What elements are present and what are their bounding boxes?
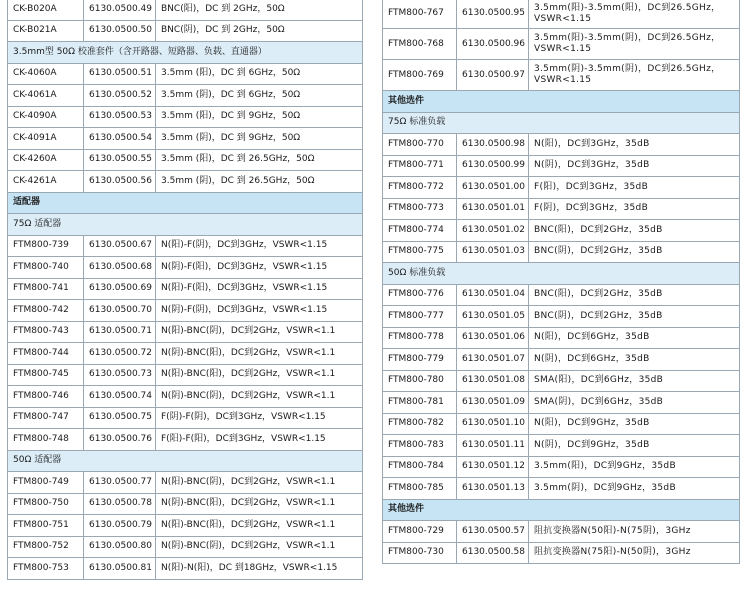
table-row	[382, 349, 740, 371]
part-number-cell: 6130.0500.67	[84, 236, 156, 257]
description-cell: N(阳)，DC到3GHz，35dB	[534, 138, 650, 149]
part-number-cell: 6130.0501.07	[457, 349, 529, 370]
table-row	[7, 300, 363, 322]
table-row	[7, 365, 363, 387]
table-row	[7, 0, 363, 21]
table-row	[382, 177, 740, 199]
table-row	[382, 60, 740, 91]
part-number-cell: 6130.0500.52	[84, 85, 156, 106]
description-cell: 阻抗变换器N(75阳)-N(50阴)，3GHz	[534, 547, 691, 558]
part-number-cell: 6130.0501.10	[457, 414, 529, 435]
part-number-cell: 6130.0500.73	[84, 365, 156, 386]
description-cell: BNC(阳)，DC到2GHz，35dB	[534, 224, 663, 235]
model-cell: FTM800-739	[8, 236, 84, 257]
subcategory-label: 50Ω 适配器	[13, 455, 62, 466]
category-header	[382, 500, 740, 522]
part-number-cell: 6130.0501.09	[457, 392, 529, 413]
model-cell: FTM800-778	[383, 328, 457, 349]
table-row	[7, 537, 363, 559]
model-cell: FTM800-768	[383, 29, 457, 59]
model-cell: FTM800-782	[383, 414, 457, 435]
model-cell: FTM800-753	[8, 558, 84, 579]
table-row	[382, 371, 740, 393]
table-row	[382, 285, 740, 307]
right-table	[382, 0, 740, 564]
model-cell: FTM800-744	[8, 343, 84, 364]
subcategory-label: 75Ω 适配器	[13, 218, 62, 229]
table-row	[7, 494, 363, 516]
table-row	[382, 521, 740, 543]
description-cell: N(阳)-BNC(阴)，DC到2GHz，VSWR<1.1	[161, 476, 336, 487]
part-number-cell: 6130.0500.78	[84, 494, 156, 515]
table-row	[7, 128, 363, 150]
description-cell: SMA(阴)，DC到6GHz，35dB	[534, 396, 664, 407]
description-cell: 3.5mm(阴)-3.5mm(阴)，DC到26.5GHz， VSWR<1.15	[534, 64, 721, 85]
part-number-cell: 6130.0501.05	[457, 306, 529, 327]
description-cell: 3.5mm (阴)，DC 到 26.5GHz，50Ω	[161, 175, 315, 186]
description-cell: 3.5mm (阳)，DC 到 6GHz，50Ω	[161, 68, 301, 79]
table-row	[382, 0, 740, 29]
part-number-cell: 6130.0500.99	[457, 156, 529, 177]
table-row	[382, 29, 740, 60]
part-number-cell: 6130.0500.71	[84, 322, 156, 343]
description-cell: N(阴)-BNC(阳)，DC到2GHz，VSWR<1.1	[161, 347, 336, 358]
model-cell: FTM800-747	[8, 408, 84, 429]
table-row	[382, 134, 740, 156]
table-row	[382, 199, 740, 221]
part-number-cell: 6130.0500.95	[457, 0, 529, 28]
category-header	[382, 91, 740, 113]
model-cell: CK-4091A	[8, 128, 84, 149]
description-cell: BNC(阴)，DC到2GHz，35dB	[534, 310, 663, 321]
table-row	[382, 328, 740, 350]
description-cell: 3.5mm(阴)，DC到9GHz，35dB	[534, 482, 676, 493]
table-row	[7, 85, 363, 107]
table-row	[7, 429, 363, 451]
part-number-cell: 6130.0501.01	[457, 199, 529, 220]
part-number-cell: 6130.0500.54	[84, 128, 156, 149]
model-cell: FTM800-752	[8, 537, 84, 558]
description-cell: BNC(阳)，DC到2GHz，35dB	[534, 289, 663, 300]
description-cell: N(阴)-F(阴)，DC到3GHz，VSWR<1.15	[161, 304, 328, 315]
model-cell: CK-4260A	[8, 150, 84, 171]
description-cell: N(阳)-F(阳)，DC到3GHz，VSWR<1.15	[161, 283, 328, 294]
table-row	[382, 156, 740, 178]
description-cell: N(阴)，DC到3GHz，35dB	[534, 160, 650, 171]
table-row	[7, 236, 363, 258]
model-cell: FTM800-748	[8, 429, 84, 450]
model-cell: FTM800-770	[383, 134, 457, 155]
category-label: 其他选件	[388, 95, 425, 106]
description-cell: N(阳)，DC到9GHz，35dB	[534, 418, 650, 429]
table-row	[7, 21, 363, 43]
model-cell: FTM800-743	[8, 322, 84, 343]
model-cell: FTM800-750	[8, 494, 84, 515]
table-row	[7, 279, 363, 301]
description-cell: N(阳)-N(阳)，DC 到18GHz，VSWR<1.15	[161, 562, 338, 573]
part-number-cell: 6130.0500.96	[457, 29, 529, 59]
model-cell: FTM800-729	[383, 521, 457, 542]
table-row	[7, 386, 363, 408]
model-cell: FTM800-774	[383, 220, 457, 241]
description-cell: N(阳)-BNC(阳)，DC到2GHz，VSWR<1.1	[161, 519, 336, 530]
table-row	[382, 306, 740, 328]
model-cell: FTM800-745	[8, 365, 84, 386]
table-row	[7, 257, 363, 279]
description-cell: F(阳)，DC到3GHz，35dB	[534, 181, 649, 192]
part-number-cell: 6130.0500.74	[84, 386, 156, 407]
category-label: 适配器	[13, 197, 41, 208]
description-cell: 3.5mm(阳)-3.5mm(阳)，DC到26.5GHz， VSWR<1.15	[534, 2, 721, 24]
model-cell: FTM800-767	[383, 0, 457, 28]
description-cell: N(阳)，DC到6GHz，35dB	[534, 332, 650, 343]
part-number-cell: 6130.0500.49	[84, 0, 156, 20]
description-cell: BNC(阳)，DC 到 2GHz，50Ω	[161, 4, 285, 15]
part-number-cell: 6130.0500.77	[84, 472, 156, 493]
table-row	[382, 457, 740, 479]
part-number-cell: 6130.0500.76	[84, 429, 156, 450]
part-number-cell: 6130.0501.11	[457, 435, 529, 456]
part-number-cell: 6130.0500.56	[84, 171, 156, 192]
subcategory-label: 75Ω 标准负载	[388, 117, 446, 128]
part-number-cell: 6130.0500.70	[84, 300, 156, 321]
table-row	[7, 472, 363, 494]
part-number-cell: 6130.0501.00	[457, 177, 529, 198]
model-cell: FTM800-783	[383, 435, 457, 456]
table-row	[7, 171, 363, 193]
table-row	[382, 435, 740, 457]
description-cell: SMA(阳)，DC到6GHz，35dB	[534, 375, 664, 386]
model-cell: FTM800-740	[8, 257, 84, 278]
table-row	[7, 558, 363, 580]
description-cell: F(阴)，DC到3GHz，35dB	[534, 203, 649, 214]
part-number-cell: 6130.0500.97	[457, 60, 529, 90]
category-header	[7, 193, 363, 215]
part-number-cell: 6130.0500.98	[457, 134, 529, 155]
model-cell: CK-4061A	[8, 85, 84, 106]
table-row	[382, 220, 740, 242]
model-cell: FTM800-771	[383, 156, 457, 177]
subcategory-label: 3.5mm型 50Ω 校准套件（含开路器、短路器、负载、直通器）	[13, 46, 267, 57]
description-cell: N(阳)-BNC(阴)，DC到2GHz，VSWR<1.1	[161, 326, 336, 337]
model-cell: FTM800-784	[383, 457, 457, 478]
description-cell: N(阴)，DC到6GHz，35dB	[534, 353, 650, 364]
left-table	[7, 0, 363, 580]
model-cell: CK-4261A	[8, 171, 84, 192]
part-number-cell: 6130.0501.13	[457, 478, 529, 499]
table-row	[7, 64, 363, 86]
table-row	[382, 414, 740, 436]
part-number-cell: 6130.0500.72	[84, 343, 156, 364]
model-cell: FTM800-773	[383, 199, 457, 220]
part-number-cell: 6130.0501.04	[457, 285, 529, 306]
description-cell: 3.5mm (阴)，DC 到 9GHz，50Ω	[161, 132, 301, 143]
description-cell: BNC(阴)，DC到2GHz，35dB	[534, 246, 663, 257]
part-number-cell: 6130.0500.57	[457, 521, 529, 542]
part-number-cell: 6130.0500.53	[84, 107, 156, 128]
description-cell: F(阴)-F(阴)，DC到3GHz，VSWR<1.15	[161, 412, 326, 423]
model-cell: FTM800-780	[383, 371, 457, 392]
subcategory-header	[382, 113, 740, 135]
description-cell: N(阴)，DC到9GHz，35dB	[534, 439, 650, 450]
description-cell: 3.5mm (阴)，DC 到 6GHz，50Ω	[161, 89, 301, 100]
table-row	[7, 343, 363, 365]
part-number-cell: 6130.0501.03	[457, 242, 529, 263]
table-row	[7, 107, 363, 129]
model-cell: FTM800-730	[383, 543, 457, 564]
part-number-cell: 6130.0501.08	[457, 371, 529, 392]
table-row	[7, 322, 363, 344]
table-row	[7, 150, 363, 172]
model-cell: FTM800-775	[383, 242, 457, 263]
description-cell: 3.5mm(阳)，DC到9GHz，35dB	[534, 461, 676, 472]
description-cell: N(阴)-F(阳)，DC到3GHz，VSWR<1.15	[161, 261, 328, 272]
table-row	[382, 392, 740, 414]
table-row	[7, 515, 363, 537]
part-number-cell: 6130.0500.58	[457, 543, 529, 564]
model-cell: CK-B021A	[8, 21, 84, 42]
model-cell: FTM800-781	[383, 392, 457, 413]
subcategory-header	[382, 263, 740, 285]
description-cell: 3.5mm(阳)-3.5mm(阴)，DC到26.5GHz， VSWR<1.15	[534, 33, 721, 54]
part-number-cell: 6130.0501.12	[457, 457, 529, 478]
table-row	[382, 478, 740, 500]
model-cell: CK-4090A	[8, 107, 84, 128]
model-cell: CK-4060A	[8, 64, 84, 85]
description-cell: BNC(阴)，DC 到 2GHz，50Ω	[161, 25, 285, 36]
table-row	[7, 408, 363, 430]
part-number-cell: 6130.0500.55	[84, 150, 156, 171]
part-number-cell: 6130.0500.68	[84, 257, 156, 278]
model-cell: FTM800-779	[383, 349, 457, 370]
subcategory-header	[7, 214, 363, 236]
description-cell: N(阳)-F(阴)，DC到3GHz，VSWR<1.15	[161, 240, 328, 251]
description-cell: N(阴)-BNC(阳)，DC到2GHz，VSWR<1.1	[161, 498, 336, 509]
subcategory-header	[7, 42, 363, 64]
description-cell: 3.5mm (阳)，DC 到 26.5GHz，50Ω	[161, 154, 315, 165]
table-row	[382, 543, 740, 565]
model-cell: FTM800-776	[383, 285, 457, 306]
description-cell: N(阴)-BNC(阴)，DC到2GHz，VSWR<1.1	[161, 390, 336, 401]
model-cell: FTM800-749	[8, 472, 84, 493]
part-number-cell: 6130.0501.02	[457, 220, 529, 241]
table-row	[382, 242, 740, 264]
model-cell: FTM800-741	[8, 279, 84, 300]
model-cell: FTM800-777	[383, 306, 457, 327]
part-number-cell: 6130.0500.51	[84, 64, 156, 85]
part-number-cell: 6130.0501.06	[457, 328, 529, 349]
part-number-cell: 6130.0500.81	[84, 558, 156, 579]
subcategory-label: 50Ω 标准负载	[388, 267, 446, 278]
model-cell: CK-B020A	[8, 0, 84, 20]
part-number-cell: 6130.0500.69	[84, 279, 156, 300]
description-cell: 3.5mm (阳)，DC 到 9GHz，50Ω	[161, 111, 301, 122]
part-number-cell: 6130.0500.80	[84, 537, 156, 558]
model-cell: FTM800-769	[383, 60, 457, 90]
description-cell: F(阳)-F(阳)，DC到3GHz，VSWR<1.15	[161, 433, 326, 444]
model-cell: FTM800-751	[8, 515, 84, 536]
model-cell: FTM800-742	[8, 300, 84, 321]
description-cell: N(阳)-BNC(阳)，DC到2GHz，VSWR<1.1	[161, 369, 336, 380]
part-number-cell: 6130.0500.79	[84, 515, 156, 536]
category-label: 其他选件	[388, 504, 425, 515]
part-number-cell: 6130.0500.50	[84, 21, 156, 42]
model-cell: FTM800-746	[8, 386, 84, 407]
model-cell: FTM800-772	[383, 177, 457, 198]
part-number-cell: 6130.0500.75	[84, 408, 156, 429]
model-cell: FTM800-785	[383, 478, 457, 499]
description-cell: N(阴)-BNC(阴)，DC到2GHz，VSWR<1.1	[161, 541, 336, 552]
subcategory-header	[7, 451, 363, 473]
description-cell: 阻抗变换器N(50阳)-N(75阴)，3GHz	[534, 525, 691, 536]
